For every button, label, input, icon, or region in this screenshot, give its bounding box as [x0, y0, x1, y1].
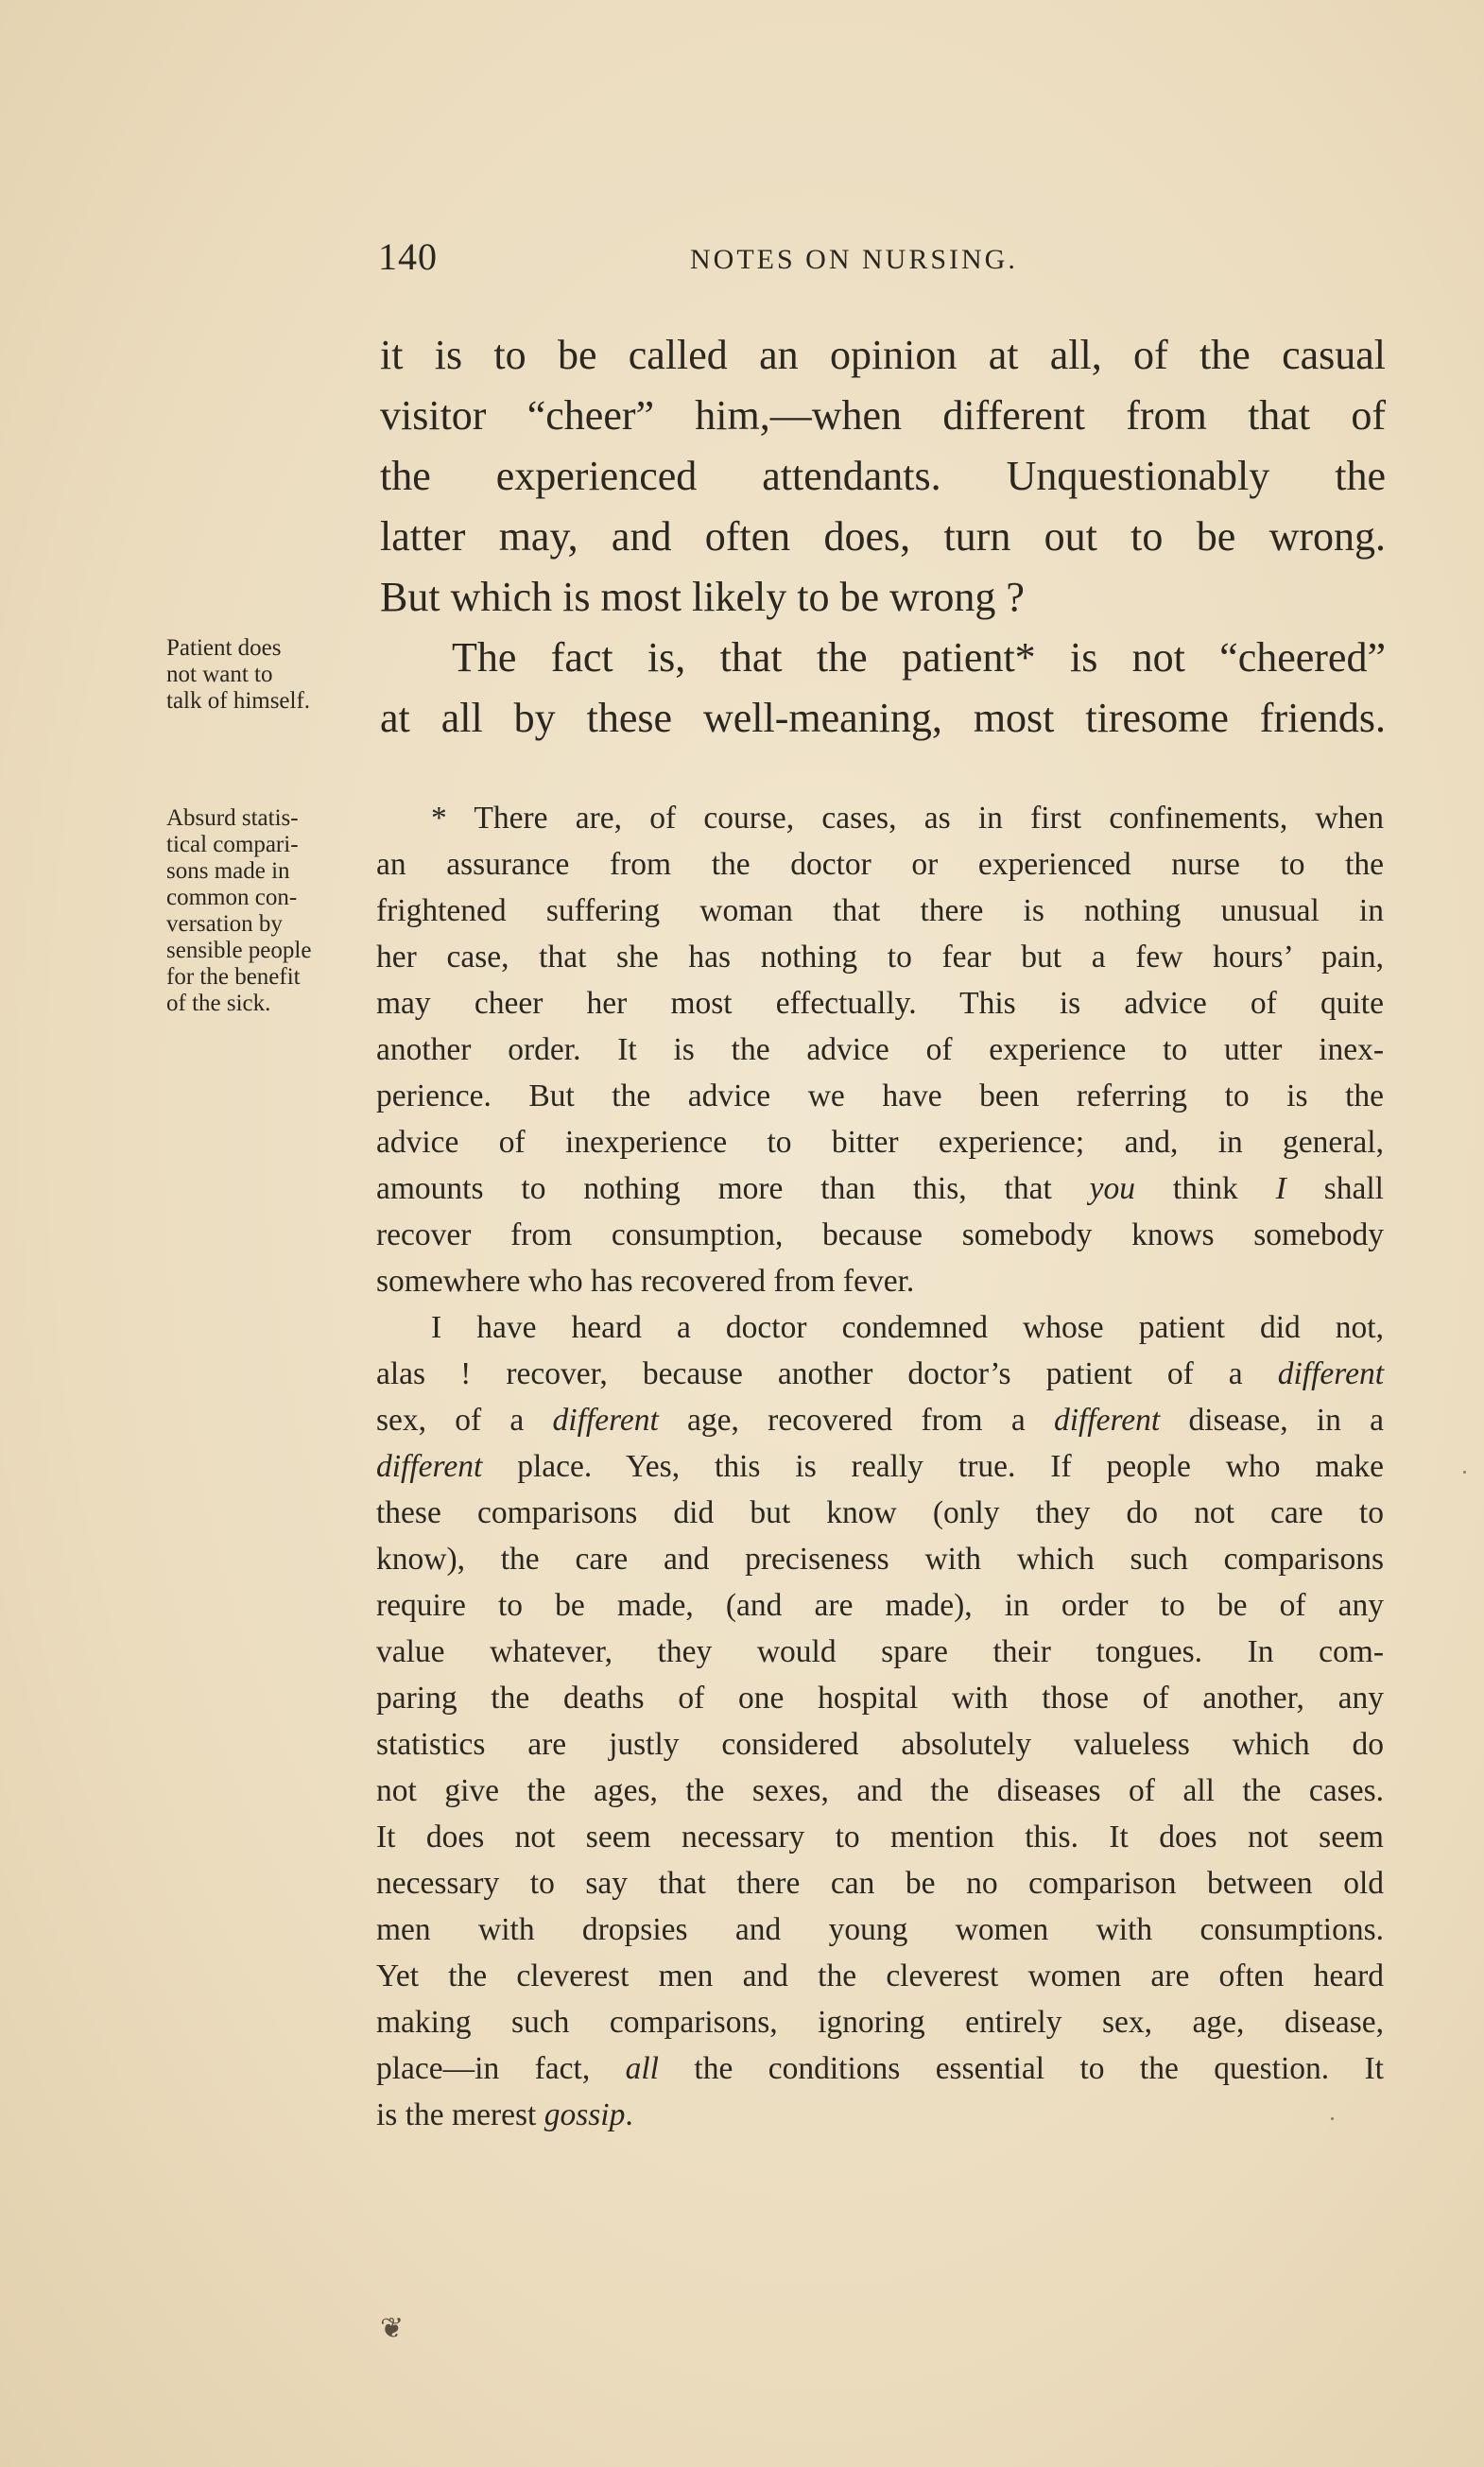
main-text-line: at all by these well-meaning, most tiresome friends.: [380, 695, 1386, 741]
footnote-line: advice of inexperience to bitter experience; and, in general,: [376, 1125, 1384, 1160]
footnote-line: is the merest gossip.: [376, 2097, 633, 2132]
footnote-line: * There are, of course, cases, as in first confinements, when: [431, 801, 1384, 836]
footnote-line: Yet the cleverest men and the cleverest women are often heard: [376, 1958, 1384, 1993]
running-head: [378, 234, 1380, 291]
main-text-line: latter may, and often does, turn out to be wrong.: [380, 513, 1386, 560]
footnote-line: perience. But the advice we have been referring to is the: [376, 1078, 1384, 1113]
footnote-line: recover from consumption, because somebody knows somebody: [376, 1217, 1384, 1252]
footnote-line: require to be made, (and are made), in order to be of any: [376, 1588, 1384, 1623]
main-text-line: it is to be called an opinion at all, of the casual: [380, 332, 1386, 378]
footnote-line: place—in fact, all the conditions essential to the question. It: [376, 2051, 1384, 2086]
side-note-line: for the benefit: [166, 964, 301, 990]
side-note-line: common con-: [166, 885, 298, 910]
footnote-line: statistics are justly considered absolutely valueless which do: [376, 1727, 1384, 1762]
side-note-patient: [166, 635, 374, 715]
footnote-line: sex, of a different age, recovered from a different disease, in a: [376, 1403, 1384, 1438]
footnote-line: alas ! recover, because another doctor’s patient of a different: [376, 1356, 1384, 1391]
footnote-line: value whatever, they would spare their tongues. In com-: [376, 1634, 1384, 1669]
side-note-line: talk of himself.: [166, 688, 311, 714]
side-note-statistics: [166, 805, 374, 1017]
footnote-line: different place. Yes, this is really true. If people who make: [376, 1449, 1384, 1484]
footnote-line: an assurance from the doctor or experienced nurse to the: [376, 847, 1384, 882]
footnote-line: men with dropsies and young women with consumptions.: [376, 1912, 1384, 1947]
paper-speck: [1463, 1471, 1466, 1474]
main-text-line: But which is most likely to be wrong ?: [380, 574, 1025, 620]
main-text-line: visitor “cheer” him,—when different from that of: [380, 392, 1386, 439]
footnote-line: frightened suffering woman that there is nothing unusual in: [376, 893, 1384, 928]
footnote-line: may cheer her most effectually. This is advice of quite: [376, 986, 1384, 1021]
footnote-line: amounts to nothing more than this, that you think I shall: [376, 1171, 1384, 1206]
main-text-line: the experienced attendants. Unquestionably the: [380, 453, 1386, 499]
footnote-line: know), the care and preciseness with which such comparisons: [376, 1542, 1384, 1577]
footnote-line: these comparisons did but know (only they do not care to: [376, 1495, 1384, 1530]
side-note-line: sensible people: [166, 938, 312, 963]
side-note-line: tical compari-: [166, 832, 299, 857]
side-note-line: Absurd statis-: [166, 805, 299, 831]
footnote-line: necessary to say that there can be no comparison between old: [376, 1866, 1384, 1901]
side-note-line: not want to: [166, 662, 273, 687]
side-note-line: versation by: [166, 911, 283, 937]
page-number: 140: [378, 235, 438, 278]
footnote-line: paring the deaths of one hospital with those of another, any: [376, 1681, 1384, 1716]
side-note-line: Patient does: [166, 635, 282, 661]
paper-speck: [1331, 2117, 1334, 2120]
side-note-line: sons made in: [166, 858, 290, 884]
ornament-icon: ❦: [380, 2313, 405, 2344]
footnote-line: her case, that she has nothing to fear but a few hours’ pain,: [376, 940, 1384, 975]
main-text-line: The fact is, that the patient* is not “cheered”: [452, 634, 1386, 681]
footnote-line: somewhere who has recovered from fever.: [376, 1264, 915, 1299]
footnote-line: not give the ages, the sexes, and the diseases of all the cases.: [376, 1773, 1384, 1808]
footnote-line: another order. It is the advice of experience to utter inex-: [376, 1032, 1384, 1067]
footnote-line: making such comparisons, ignoring entirely sex, age, disease,: [376, 2005, 1384, 2040]
side-note-line: of the sick.: [166, 991, 271, 1016]
running-title: NOTES ON NURSING.: [690, 244, 1018, 275]
footnote-line: I have heard a doctor condemned whose patient did not,: [431, 1310, 1384, 1345]
footnote-line: It does not seem necessary to mention this. It does not seem: [376, 1820, 1384, 1855]
